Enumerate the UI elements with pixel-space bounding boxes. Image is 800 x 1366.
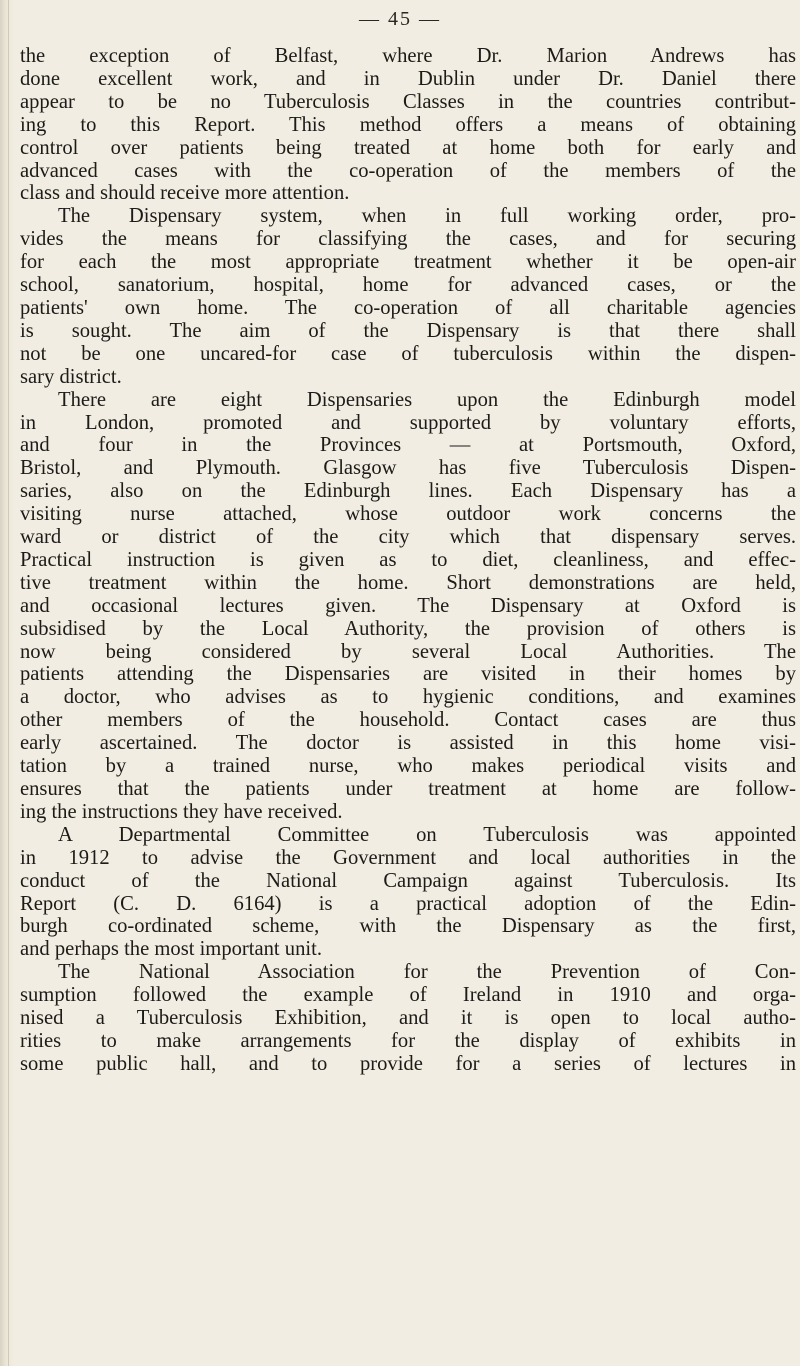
text-line: in 1912 to advise the Government and local authorities in the [20,846,796,869]
text-line: burgh co-ordinated scheme, with the Dispensary as the first, [20,915,796,938]
text-line: vides the means for classifying the cases, and for securing [20,228,796,251]
text-line: and occasional lectures given. The Dispensary at Oxford is [20,594,796,617]
text-line: early ascertained. The doctor is assisted in this home visi- [20,732,796,755]
text-line: and perhaps the most important unit. [20,938,322,961]
text-line: conduct of the National Campaign against Tuberculosis. Its [20,869,796,892]
text-line: rities to make arrangements for the display of exhibits in [20,1029,796,1052]
paragraph-national-association [20,961,796,1076]
text-line: tation by a trained nurse, who makes periodical visits and [20,755,796,778]
text-line: patients' own home. The co-operation of all charitable agencies [20,296,796,319]
text-line: control over patients being treated at home both for early and [20,136,796,159]
text-line: in London, promoted and supported by voluntary efforts, [20,411,796,434]
text-line: tive treatment within the home. Short demonstrations are held, [20,571,796,594]
binding-gutter-line [8,0,9,1366]
text-line: is sought. The aim of the Dispensary is that there shall [20,319,796,342]
text-line: the exception of Belfast, where Dr. Marion Andrews has [20,45,796,67]
text-line: a doctor, who advises as to hygienic conditions, and examines [20,686,796,709]
body-text [20,45,796,1076]
text-line: There are eight Dispensaries upon the Edinburgh model [58,388,796,411]
text-line: sumption followed the example of Ireland in 1910 and orga- [20,984,796,1007]
paragraph-eight-dispensaries [20,389,796,824]
text-line: now being considered by several Local Authorities. The [20,640,796,663]
text-line: school, sanatorium, hospital, home for advanced cases, or the [20,274,796,297]
text-line: other members of the household. Contact cases are thus [20,709,796,732]
text-line: The National Association for the Prevention of Con- [58,961,796,984]
text-line: appear to be no Tuberculosis Classes in the countries contribut- [20,90,796,113]
text-line: ing to this Report. This method offers a means of obtaining [20,113,796,136]
paragraph-belfast [20,45,796,205]
text-line: Bristol, and Plymouth. Glasgow has five Tuberculosis Dispen- [20,457,796,480]
text-line: class and should receive more attention. [20,182,350,205]
text-line: some public hall, and to provide for a series of lectures in [20,1052,796,1075]
text-line: ward or district of the city which that dispensary serves. [20,526,796,549]
text-line: sary district. [20,365,122,388]
text-line: ensures that the patients under treatment at home are follow- [20,778,796,800]
paragraph-dispensary-system [20,205,796,388]
text-line: done excellent work, and in Dublin under Dr. Daniel there [20,67,796,90]
page-edge-shadow [0,0,14,1366]
text-line: subsidised by the Local Authority, the provision of others is [20,617,796,640]
text-line: A Departmental Committee on Tuberculosis was appointed [58,823,796,846]
text-line: saries, also on the Edinburgh lines. Each Dispensary has a [20,480,796,503]
page-number: — 45 — [359,8,441,30]
text-line: and four in the Provinces — at Portsmouth, Oxford, [20,434,796,457]
text-line: Report (C. D. 6164) is a practical adoption of the Edin- [20,892,796,915]
paragraph-departmental-committee [20,824,796,961]
text-line: Practical instruction is given as to diet, cleanliness, and effec- [20,548,796,571]
text-line: patients attending the Dispensaries are visited in their homes by [20,663,796,686]
text-line: The Dispensary system, when in full working order, pro- [58,205,796,228]
text-line: ing the instructions they have received. [20,800,343,823]
text-line: not be one uncared-for case of tuberculosis within the dispen- [20,342,796,365]
text-line: nised a Tuberculosis Exhibition, and it is open to local autho- [20,1007,796,1030]
text-line: advanced cases with the co-operation of the members of the [20,159,796,182]
text-line: for each the most appropriate treatment whether it be open-air [20,251,796,274]
text-line: visiting nurse attached, whose outdoor work concerns the [20,503,796,526]
